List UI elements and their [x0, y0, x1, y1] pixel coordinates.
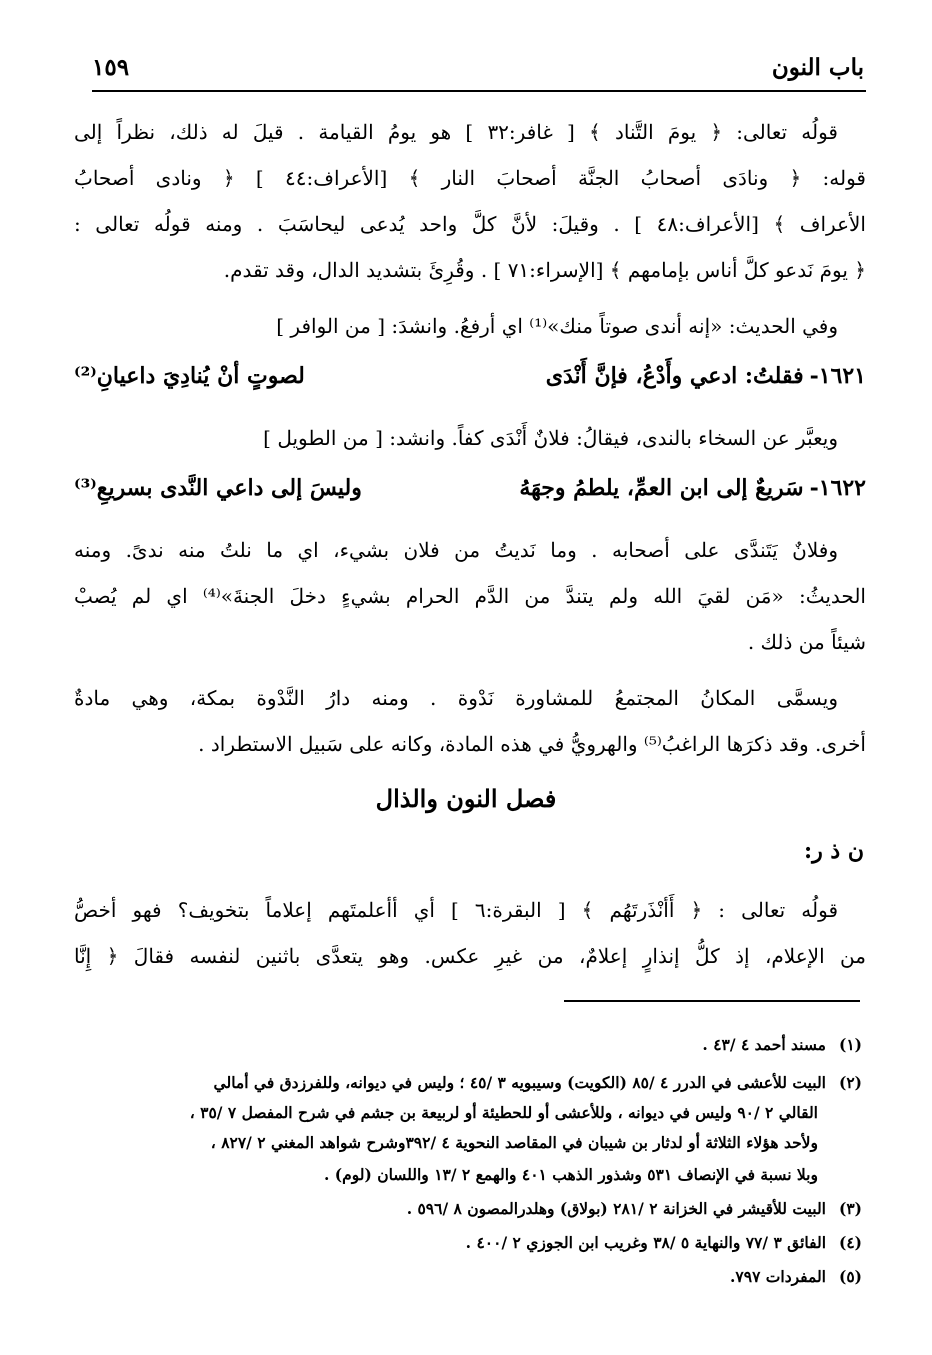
- body-line: الأعراف ﴾ [الأعراف:٤٨ ] . وقيلَ: لأنَّ كلَّ واحد يُدعى ليحاسَبَ . ومنه قولُه تعالى :: [74, 212, 866, 236]
- body-line: ﴿ يومَ نَدعو كلَّ أناس بإمامهم ﴾ [الإسراء:٧١ ] . وقُرِئَ بتشديد الدال، وقد تقدم.: [223, 258, 866, 282]
- verse-second-hemistich: لصوتٍ أنْ يُنادِيَ داعيانِ⁽²⁾: [74, 363, 305, 389]
- footnote-number: (٥): [838, 1267, 862, 1286]
- section-title: فصل النون والذال: [375, 784, 557, 813]
- body-line: ويسمَّى المكانُ المجتمعُ للمشاورة نَدْوة . ومنه دارُ النَّدْوة بمكة، وهي مادةٌ: [74, 686, 838, 710]
- root-heading: ن ذ ر:: [803, 838, 864, 864]
- header-rule: [92, 90, 866, 92]
- chapter-title: باب النون: [771, 54, 864, 81]
- footnote-number: (٣): [838, 1199, 862, 1218]
- footnote: (٢)البيت للأعشى في الدرر ٤ /٨٥ (الكويت) وسيبويه ٣ /٤٥ ؛ وليس في ديوانه، وللفرزدق في أمالي: [213, 1073, 862, 1092]
- verse-1621: [74, 362, 866, 396]
- verse-1622: [74, 474, 866, 508]
- running-header: [92, 48, 864, 88]
- footnote-number: (١): [838, 1035, 862, 1054]
- footnote-rule: [564, 1000, 860, 1002]
- verse-number: ١٦٢١-: [809, 363, 866, 389]
- body-line: شيئاً من ذلك .: [747, 630, 866, 654]
- body-line: قولُه تعالى : ﴿ أَأنْذَرتَهُم ﴾ [ البقرة:٦ ] أي أأعلمتَهم إعلاماً بتخويف؟ فهو أخصُّ: [74, 898, 838, 922]
- body-line: وفلانٌ يَتَندَّى على أصحابه . وما نَديتُ من فلان بشيء، اي ما نلتُ منه ندىً. ومنه: [74, 538, 838, 562]
- footnote: (٥)المفردات ٧٩٧.: [730, 1267, 862, 1286]
- footnote-line: ولأحد هؤلاء الثلاثة أو لدثار بن شيبان في المقاصد النحوية ٤ /٣٩٢وشرح شواهد المغني ٢ /٨٢٧ ،: [210, 1133, 818, 1152]
- footnote: (٤)الفائق ٣ /٧٧ والنهاية ٥ /٣٨ وغريب ابن الجوزي ٢ /٤٠٠ .: [465, 1233, 862, 1252]
- body-line: ويعبَّر عن السخاء بالندى، فيقالُ: فلانٌ أَنْدَى كفاً. وانشد: [ من الطويل ]: [263, 426, 838, 450]
- page-number: ١٥٩: [92, 54, 130, 81]
- verse-number: ١٦٢٢-: [809, 475, 866, 501]
- verse-second-hemistich: وليسَ إلى داعي النَّدى بسريعِ⁽³⁾: [74, 475, 362, 501]
- body-line: من الإعلام، إذ كلُّ إنذارٍ إعلامٌ، من غيرِ عكس. وهو يتعدَّى باثنين لنفسه فقالَ ﴿ إِنَّا: [74, 944, 866, 968]
- body-line: قولُه تعالى: ﴿ يومَ التَّناد ﴾ [ غافر:٣٢ ] هو يومُ القيامة . قيلَ له ذلك، نظراً إلى: [74, 120, 838, 144]
- body-line: وفي الحديث: «إنه أندى صوتاً منك»⁽¹⁾ اي أرفعُ. وانشدَ: [ من الوافر ]: [276, 314, 838, 338]
- verse-first-hemistich: ١٦٢١-فقلتُ: ادعي وأَدْعُ، فإنَّ أَنْدَى: [545, 363, 866, 389]
- body-line: أخرى. وقد ذكرَها الراغبُ⁽⁵⁾ والهرويُّ في هذه المادة، وكانه على سَبيل الاستطراد .: [198, 732, 866, 756]
- body-line: الحديثُ: «مَن لقيَ الله ولم يتندَّ من الدَّم الحرام بشيءٍ دخلَ الجنةَ»⁽⁴⁾ اي لم يُصبْ: [74, 584, 866, 608]
- body-line: قوله: ﴿ ونادَى أصحابُ الجنَّة أصحابَ النار ﴾ [الأعراف:٤٤ ] ﴿ ونادى أصحابُ: [74, 166, 866, 190]
- footnote-number: (٢): [838, 1073, 862, 1092]
- footnote: (٣)البيت للأقيشر في الخزانة ٢ /٢٨١ (بولاق) وهلدرالمصون ٨ /٥٩٦ .: [406, 1199, 862, 1218]
- footnote-line: وبلا نسبة في الإنصاف ٥٣١ وشذور الذهب ٤٠١ والهمع ٢ /١٣ واللسان (لوم) .: [324, 1165, 818, 1184]
- footnote-line: القالي ٢ /٩٠ وليس في ديوانه ، وللأعشى أو للحطيئة أو لربيعة بن جشم في شرح المفصل ٧ /٣٥ ،: [189, 1103, 818, 1122]
- footnote-number: (٤): [838, 1233, 862, 1252]
- footnote: (١)مسند أحمد ٤ /٤٣ .: [702, 1035, 862, 1054]
- verse-first-hemistich: ١٦٢٢-سَريعٌ إلى ابن العمِّ، يلطمُ وجهَهُ: [519, 475, 866, 501]
